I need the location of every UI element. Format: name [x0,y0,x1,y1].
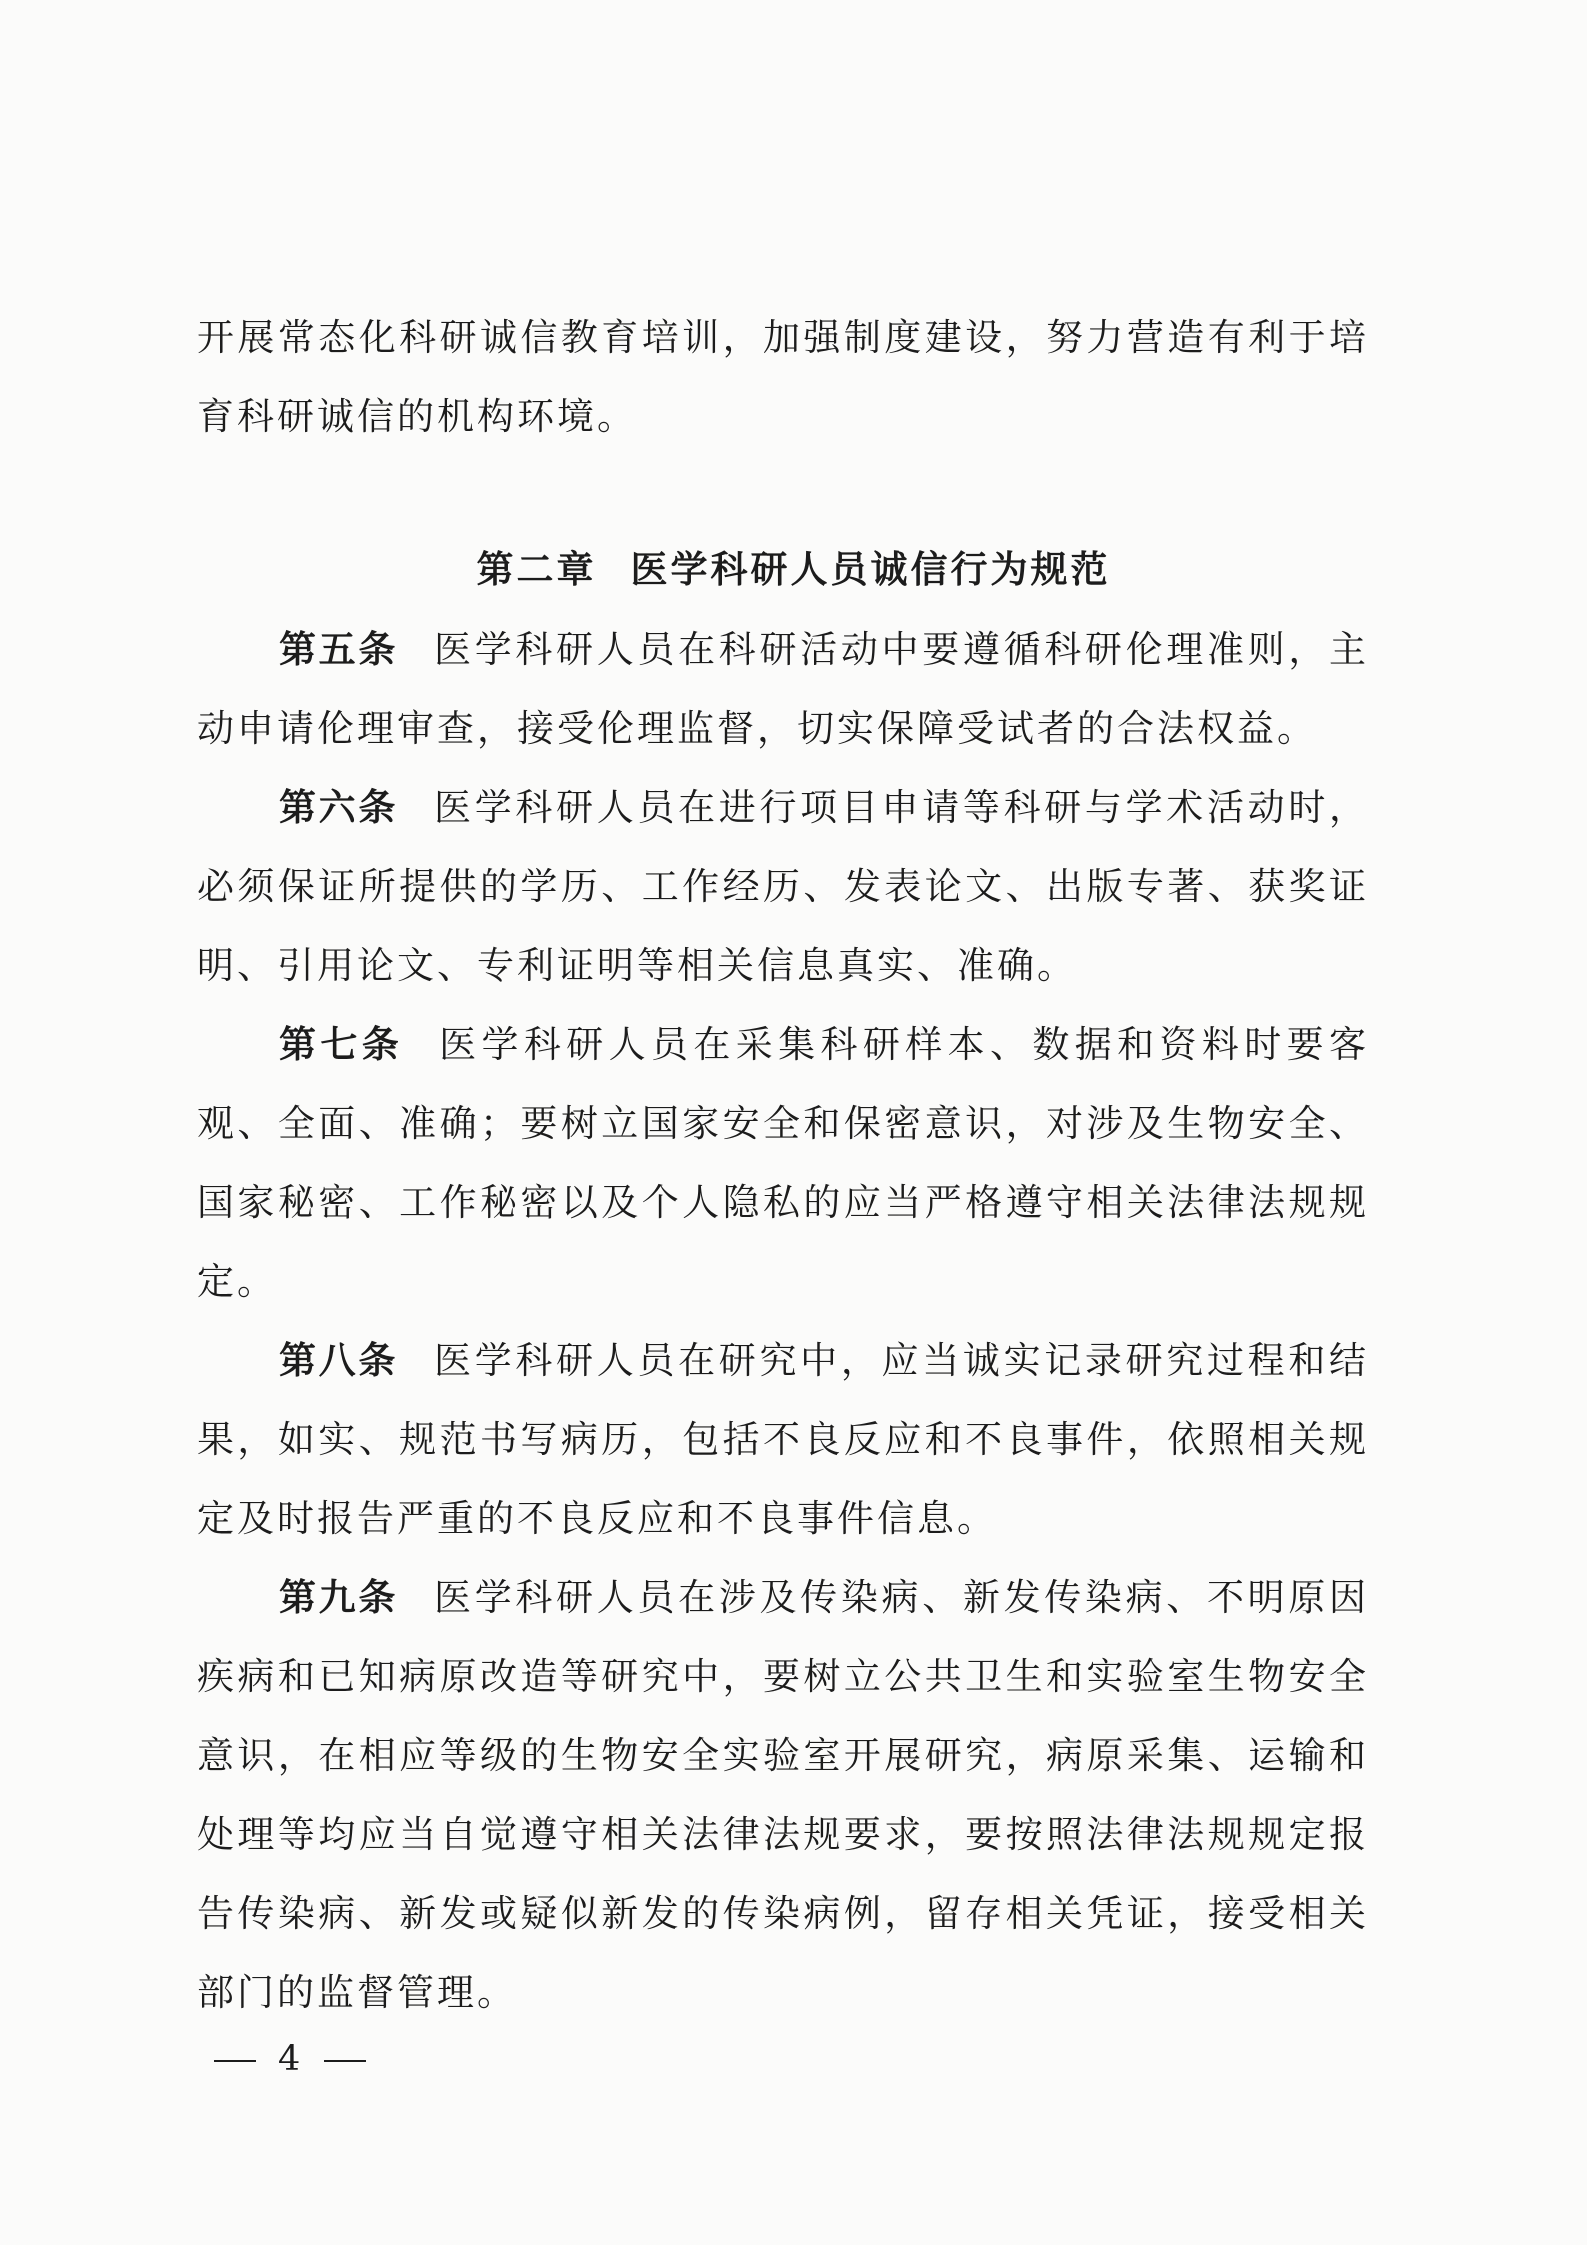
article-6 [197,768,1369,1005]
article-label: 第八条 [279,1339,399,1382]
article-9 [197,1558,1369,2032]
chapter-number: 第二章 [476,548,597,591]
article-label: 第七条 [279,1023,404,1066]
page-footer [214,2034,366,2084]
chapter-heading [0,530,1587,609]
footer-dash-left [214,2060,256,2062]
page-number: 4 [278,2039,303,2079]
article-label: 第五条 [279,628,399,671]
article-text: 医学科研人员在进行项目申请等科研与学术活动时，必须保证所提供的学历、工作经历、发表论文、出版专著、获奖证明、引用论文、专利证明等相关信息真实、准确。 [197,786,1370,987]
article-label: 第九条 [279,1576,399,1619]
articles-list [197,610,1369,2032]
article-text: 医学科研人员在采集科研样本、数据和资料时要客观、全面、准确；要树立国家安全和保密意识，对涉及生物安全、国家秘密、工作秘密以及个人隐私的应当严格遵守相关法律法规规定。 [197,1023,1369,1303]
article-text: 医学科研人员在研究中，应当诚实记录研究过程和结果，如实、规范书写病历，包括不良反应和不良事件，依照相关规定及时报告严重的不良反应和不良事件信息。 [197,1339,1370,1540]
chapter-title: 医学科研人员诚信行为规范 [630,548,1111,591]
continuation-text: 开展常态化科研诚信教育培训，加强制度建设，努力营造有利于培育科研诚信的机构环境。 [197,316,1369,438]
article-7 [197,1005,1369,1321]
article-label: 第六条 [279,786,399,829]
article-8 [197,1321,1369,1558]
footer-dash-right [324,2060,366,2062]
article-text: 医学科研人员在涉及传染病、新发传染病、不明原因疾病和已知病原改造等研究中，要树立公共卫生和实验室生物安全意识，在相应等级的生物安全实验室开展研究，病原采集、运输和处理等均应当自觉遵守相关法律法规要求，要按照法律法规规定报告传染病、新发或疑似新发的传染病例，留存相关凭证，接受相关部门的监督管理。 [197,1576,1370,2014]
continuation-paragraph [197,298,1369,456]
article-5 [197,610,1369,768]
article-text: 医学科研人员在科研活动中要遵循科研伦理准则，主动申请伦理审查，接受伦理监督，切实保障受试者的合法权益。 [197,628,1370,750]
